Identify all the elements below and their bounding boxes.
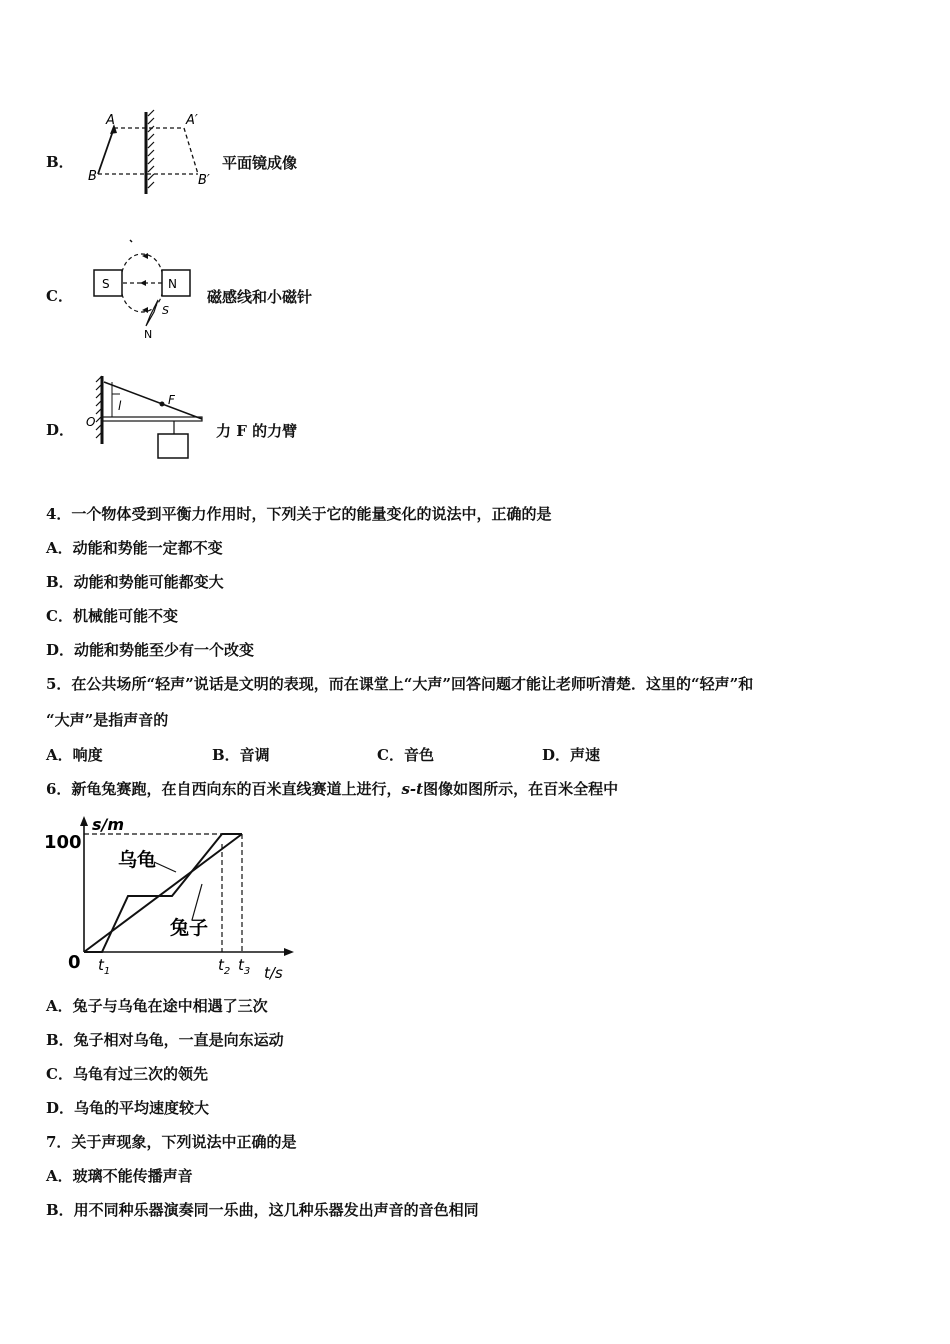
q4-stem: 4．一个物体受到平衡力作用时，下列关于它的能量变化的说法中，正确的是 bbox=[46, 505, 552, 523]
option-b-letter: B． bbox=[46, 153, 74, 171]
q6-stem-post: 图像如图所示，在百米全程中 bbox=[423, 780, 619, 798]
tortoise-label: 乌龟 bbox=[118, 849, 157, 871]
t1-label: $t_1$ bbox=[98, 956, 111, 977]
t2-label: $t_2$ bbox=[218, 956, 231, 977]
q7-option-a: A．玻璃不能传播声音 bbox=[46, 1167, 193, 1185]
option-d-caption: 力 F 的力臂 bbox=[216, 422, 298, 440]
y-axis-arrow bbox=[80, 816, 88, 826]
lever-bar bbox=[102, 417, 202, 421]
q5-option-d: D．声速 bbox=[542, 746, 601, 764]
y-axis-label: s/m bbox=[92, 815, 125, 834]
label-a: A bbox=[106, 113, 115, 128]
lever-figure bbox=[82, 372, 214, 466]
mirror-hatch bbox=[148, 110, 154, 188]
label-n: N bbox=[168, 277, 177, 291]
label-a-prime: A′ bbox=[186, 113, 198, 128]
label-o: O bbox=[86, 415, 96, 429]
object-ab bbox=[98, 128, 114, 174]
label-b: B bbox=[88, 169, 97, 184]
q6-option-a: A．兔子与乌龟在途中相遇了三次 bbox=[46, 997, 268, 1015]
image-ab bbox=[184, 128, 198, 174]
label-l: l bbox=[118, 399, 122, 413]
q6-option-b: B．兔子相对乌龟，一直是向东运动 bbox=[46, 1031, 284, 1049]
q6-stem bbox=[46, 779, 618, 799]
q5-stem-line2: “大声”是指声音的 bbox=[46, 711, 169, 729]
needle-n: N bbox=[144, 328, 153, 341]
q4-option-a: A．动能和势能一定都不变 bbox=[46, 539, 223, 557]
q5-option-c: C．音色 bbox=[377, 746, 434, 764]
label-s: S bbox=[102, 277, 110, 291]
plane-mirror-figure bbox=[84, 108, 224, 198]
q6-option-c: C．乌龟有过三次的领先 bbox=[46, 1065, 208, 1083]
option-c-caption: 磁感线和小磁针 bbox=[207, 288, 313, 306]
q6-option-d: D．乌龟的平均速度较大 bbox=[46, 1099, 210, 1117]
st-graph bbox=[42, 810, 302, 986]
q6-stem-em: s-t bbox=[401, 780, 424, 798]
rabbit-label: 兔子 bbox=[170, 917, 209, 939]
option-c-letter: C． bbox=[46, 287, 73, 305]
q7-option-b: B．用不同种乐器演奏同一乐曲，这几种乐器发出声音的音色相同 bbox=[46, 1201, 479, 1219]
q4-option-d: D．动能和势能至少有一个改变 bbox=[46, 641, 255, 659]
q5-option-b: B．音调 bbox=[212, 746, 270, 764]
magnet-figure bbox=[88, 236, 208, 344]
origin-label: 0 bbox=[68, 952, 81, 973]
tortoise-line bbox=[84, 834, 242, 952]
y-tick-100: 100 bbox=[44, 832, 82, 853]
q5-stem-line1: 5．在公共场所“轻声”说话是文明的表现，而在课堂上“大声”回答问题才能让老师听清楚．这里的“轻声”和 bbox=[46, 675, 754, 693]
needle-s: S bbox=[162, 304, 169, 317]
field-line-top bbox=[122, 254, 162, 272]
q6-stem-pre: 6．新龟兔赛跑，在自西向东的百米直线赛道上进行， bbox=[46, 780, 402, 798]
t3-label: $t_3$ bbox=[238, 956, 251, 977]
compass-needle bbox=[146, 300, 158, 326]
q7-stem: 7．关于声现象，下列说法中正确的是 bbox=[46, 1133, 297, 1151]
q5-option-a: A．响度 bbox=[46, 746, 103, 764]
q4-option-b: B．动能和势能可能都变大 bbox=[46, 573, 224, 591]
option-b-caption: 平面镜成像 bbox=[222, 154, 298, 172]
x-axis-arrow bbox=[284, 948, 294, 956]
x-axis-label: t/s bbox=[264, 964, 283, 982]
label-f: F bbox=[168, 393, 175, 407]
q4-option-c: C．机械能可能不变 bbox=[46, 607, 178, 625]
label-b-prime: B′ bbox=[198, 173, 210, 188]
weight-block bbox=[158, 434, 188, 458]
option-d-letter: D． bbox=[46, 421, 75, 439]
